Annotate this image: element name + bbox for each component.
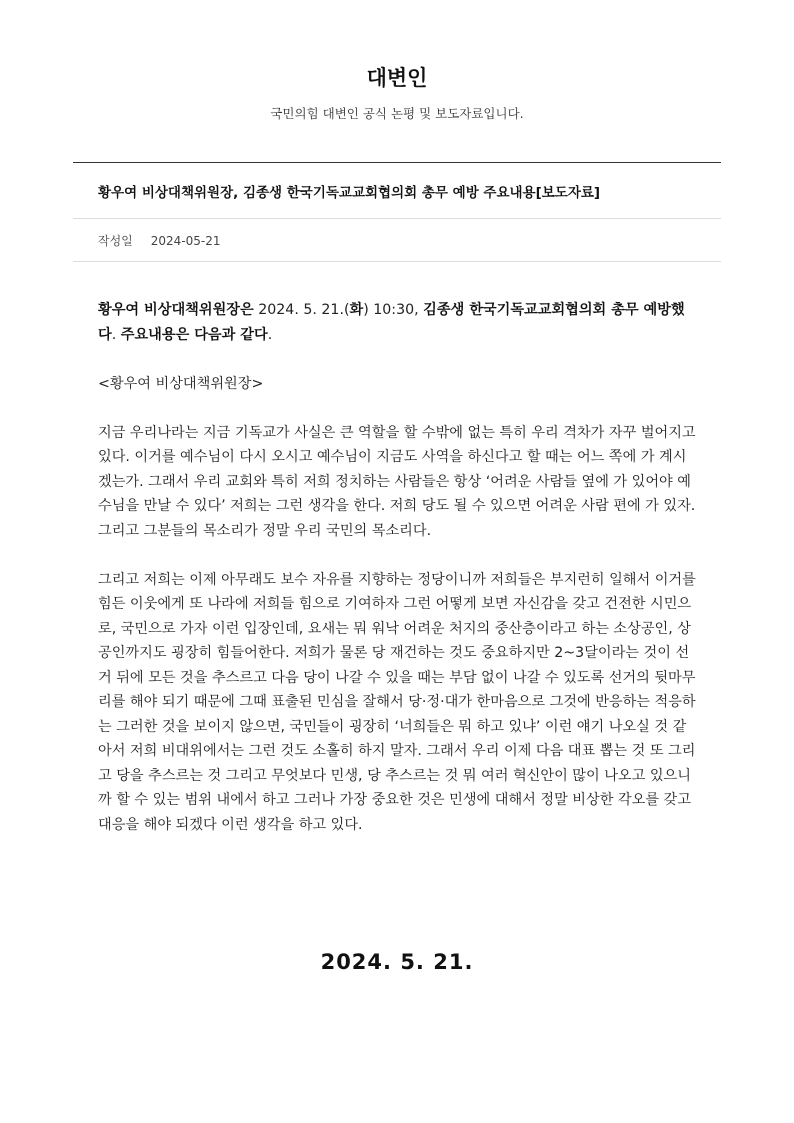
meta-date-value: 2024-05-21 xyxy=(150,234,221,248)
meta-divider xyxy=(73,261,721,262)
footer-date: 2024. 5. 21. xyxy=(320,950,474,974)
lead-paragraph xyxy=(98,298,698,347)
post-meta xyxy=(98,232,221,249)
lead-plain-1: 2024. 5. 21.( xyxy=(253,302,350,318)
meta-date-label: 작성일 xyxy=(98,234,133,248)
lead-bold-2: 화 xyxy=(349,302,364,318)
lead-bold-3: 김종생 한국기독교교회협의회 총무 예방했다 xyxy=(98,302,685,343)
body-paragraph-1: 지금 우리나라는 지금 기독교가 사실은 큰 역할을 할 수밖에 없는 특히 우리 격차가 자꾸 벌어지고 있다. 이거를 예수님이 다시 오시고 예수님이 지금도 사역을 하신다고 할 때는 어느 쪽에 가 계시겠는가. 그래서 우리 교회와 특히 저희 정치하는 사람들은 항상 ‘어려운 사람들 옆에 가 있어야 예수님을 만날 수 있다’ 저희는 그런 생각을 한다. 저희 당도 될 수 있으면 어려운 사람 편에 가 있자. 그리고 그분들의 목소리가 정말 우리 국민의 목소리다. xyxy=(98,424,696,539)
lead-plain-4: . xyxy=(267,326,273,343)
lead-bold-4: 주요내용은 다음과 같다 xyxy=(120,326,268,343)
article-body xyxy=(98,298,698,862)
lead-plain-2: ) 10:30, xyxy=(363,302,424,318)
section-heading: <황우여 비상대책위원장> xyxy=(98,375,264,392)
post-title: 황우여 비상대책위원장, 김종생 한국기독교교회협의회 총무 예방 주요내용[보도자료] xyxy=(98,185,601,201)
lead-bold-1: 황우여 비상대책위원장은 xyxy=(98,302,254,318)
top-divider xyxy=(73,162,721,163)
site-subtitle: 국민의힘 대변인 공식 논평 및 보도자료입니다. xyxy=(270,106,524,121)
lead-plain-3: . xyxy=(111,326,121,343)
title-divider xyxy=(73,218,721,219)
body-paragraph-2: 그리고 저희는 이제 아무래도 보수 자유를 지향하는 정당이니까 저희들은 부지런히 일해서 이거를 힘든 이웃에게 또 나라에 저희들 힘으로 기여하자 그런 어떻게 보면 자신감을 갖고 건전한 시민으로, 국민으로 가자 이런 입장인데, 요새는 뭐 워낙 어려운 처지의 중산층이라고 하는 소상공인, 상공인까지도 굉장히 힘들어한다. 저희가 물론 당 재건하는 것도 중요하지만 2~3달이라는 것이 선거 뒤에 모든 것을 추스르고 다음 당이 나갈 수 있을 때는 부담 없이 나갈 수 있도록 선거의 뒷마무리를 해야 되기 때문에 그때 표출된 민심을 잘해서 당·정·대가 한마음으로 그것에 반응하는 적응하는 그러한 것을 보이지 않으면, 국민들이 굉장히 ‘너희들은 뭐 하고 있냐’ 이런 얘기 나오실 것 같아서 저희 비대위에서는 그런 것도 소홀히 하지 말자. 그래서 우리 이제 다음 대표 뽑는 것 또 그리고 당을 추스르는 것 그리고 무엇보다 민생, 당 추스르는 것 뭐 여러 혁신안이 많이 나오고 있으니까 할 수 있는 범위 내에서 하고 그러나 가장 중요한 것은 민생에 대해서 정말 비상한 각오를 갖고 대응을 해야 되겠다 이런 생각을 하고 있다. xyxy=(98,571,696,833)
site-title: 대변인 xyxy=(366,66,428,90)
